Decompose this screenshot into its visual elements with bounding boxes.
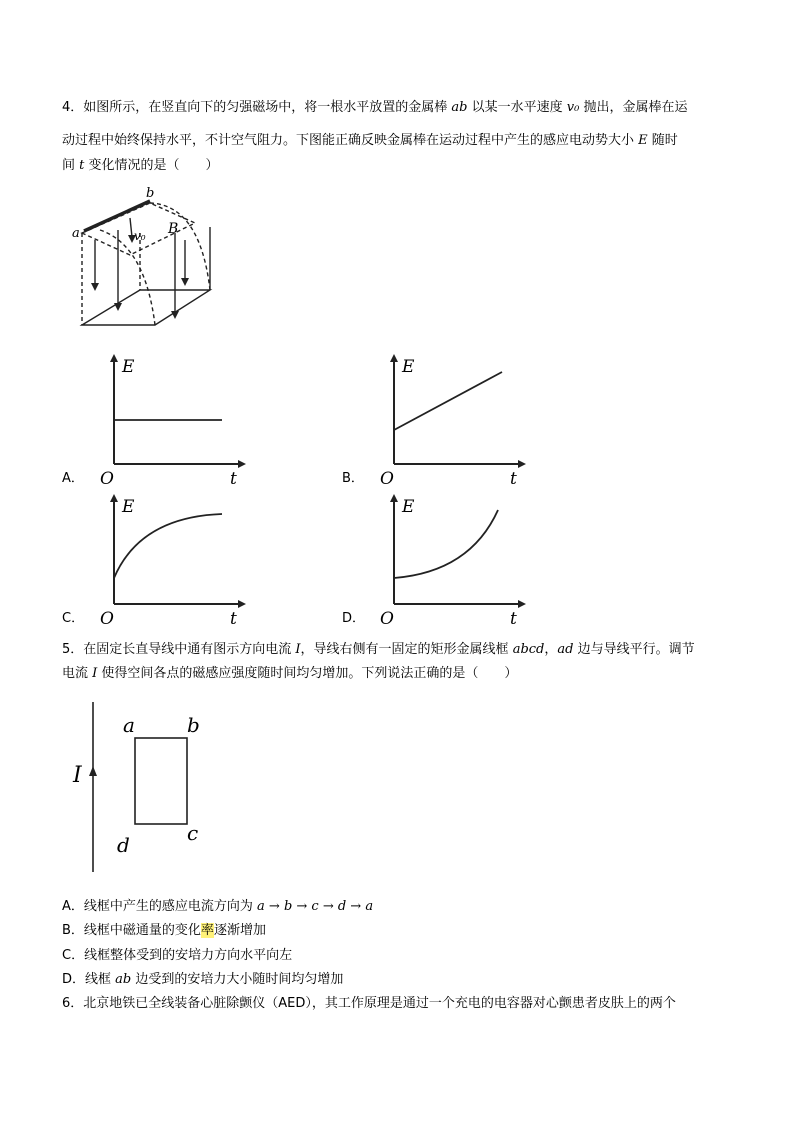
y-axis-label: E (402, 497, 415, 517)
q6-stem-line1: 6．北京地铁已全线装备心脏除颤仪（AED），其工作原理是通过一个充电的电容器对心颤患者皮肤上的两个 (62, 996, 676, 1011)
q5-fig-label-a: a (123, 713, 135, 737)
x-axis-arrow-icon (238, 460, 246, 468)
e-t-curve (114, 514, 222, 578)
q5-option-b: B．线框中磁通量的变化率逐渐增加 (62, 923, 266, 938)
q4-stem-line1: 4．如图所示，在竖直向下的匀强磁场中，将一根水平放置的金属棒 ab 以某一水平速度 v₀ 抛出，金属棒在运 (62, 100, 688, 115)
origin-label: O (380, 469, 394, 489)
q4-option-label-a: A． (62, 471, 84, 486)
q5-fig-label-c: c (187, 821, 199, 845)
origin-label: O (100, 609, 114, 629)
current-arrow-icon (89, 766, 97, 776)
e-t-curve (394, 510, 498, 578)
q4-stem-line2: 动过程中始终保持水平，不计空气阻力。下图能正确反映金属棒在运动过程中产生的感应电动势大小 E 随时 (62, 133, 678, 148)
q4-fig-label-b: b (146, 186, 155, 201)
q5-fig-label-b: b (187, 713, 200, 737)
q5-wire-loop-figure (65, 700, 215, 880)
q4-option-graph-d (380, 492, 530, 632)
q5-stem-line1: 5．在固定长直导线中通有图示方向电流 I，导线右侧有一固定的矩形金属线框 abcd，ad 边与导线平行。调节 (62, 642, 695, 657)
x-axis-label: t (510, 609, 517, 629)
q5-fig-label-I: I (73, 763, 82, 788)
x-axis-arrow-icon (518, 600, 526, 608)
x-axis-label: t (510, 469, 517, 489)
x-axis-arrow-icon (238, 600, 246, 608)
q4-option-label-c: C． (62, 611, 85, 626)
y-axis-label: E (402, 357, 415, 377)
q4-option-graph-c (100, 492, 250, 632)
y-axis-arrow-icon (110, 494, 118, 502)
q4-stem-line3: 间 t 变化情况的是（ ） (62, 158, 219, 173)
q4-option-label-d: D． (342, 611, 366, 626)
origin-label: O (100, 469, 114, 489)
x-axis-label: t (230, 609, 237, 629)
rectangular-loop (135, 738, 187, 824)
y-axis-label: E (122, 497, 135, 517)
q4-fig-label-v0: v₀ (134, 229, 146, 243)
e-t-curve (394, 372, 502, 430)
y-axis-arrow-icon (390, 494, 398, 502)
y-axis-arrow-icon (110, 354, 118, 362)
q4-fig-label-a: a (72, 226, 80, 241)
q4-option-graph-a (100, 352, 250, 492)
x-axis-label: t (230, 469, 237, 489)
y-axis-arrow-icon (390, 354, 398, 362)
q5-stem-line2: 电流 I 使得空间各点的磁感应强度随时间均匀增加。下列说法正确的是（ ） (62, 666, 518, 681)
origin-label: O (380, 609, 394, 629)
q5-option-d: D．线框 ab 边受到的安培力大小随时间均匀增加 (62, 972, 344, 987)
q5-option-a: A．线框中产生的感应电流方向为 a → b → c → d → a (62, 899, 374, 914)
q5-option-c: C．线框整体受到的安培力方向水平向左 (62, 948, 293, 963)
q4-magnetic-field-figure (70, 185, 220, 335)
y-axis-label: E (122, 357, 135, 377)
q5-fig-label-d: d (117, 833, 130, 857)
x-axis-arrow-icon (518, 460, 526, 468)
q4-option-label-b: B． (342, 471, 364, 486)
q4-option-graph-b (380, 352, 530, 492)
q4-fig-label-B: B (168, 221, 179, 237)
